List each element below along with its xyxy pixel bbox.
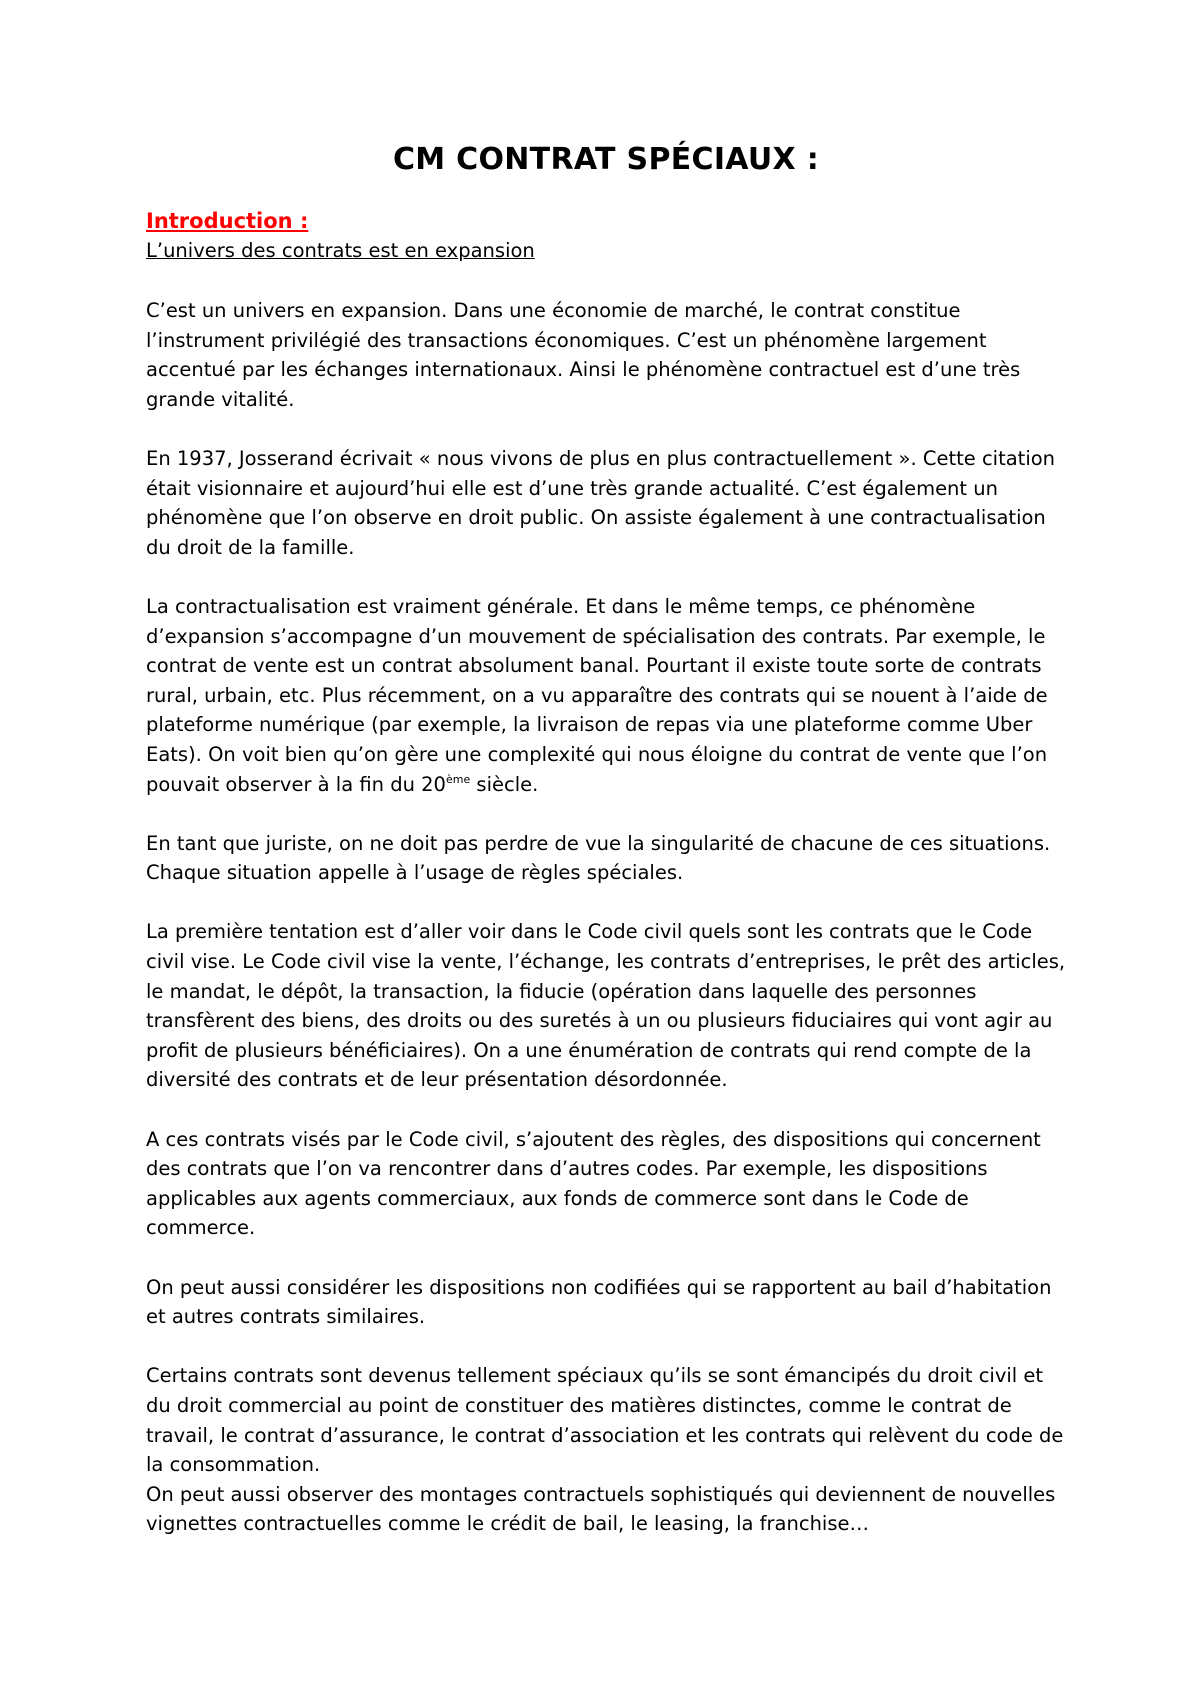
ordinal-superscript: ème [445,772,471,786]
paragraph-4: En tant que juriste, on ne doit pas perdre de vue la singularité de chacune de ces situations. Chaque situation appelle à l’usage de règles spéciales. [146,831,1051,885]
subheading-expansion: L’univers des contrats est en expansion [146,239,535,262]
paragraph-9: On peut aussi observer des montages contractuels sophistiqués qui deviennent de nouvelles vignettes contractuelles comme le crédit de bail, le leasing, la franchise… [146,1482,1056,1536]
paragraph-6: A ces contrats visés par le Code civil, s’ajoutent des règles, des dispositions qui concernent des contrats que l’on va rencontrer dans d’autres codes. Par exemple, les dispositions applicables aux agents commerciaux, aux fonds de commerce sont dans le Code de commerce. [146,1127,1041,1240]
paragraph-1: C’est un univers en expansion. Dans une économie de marché, le contrat constitue l’instrument privilégié des transactions économiques. C’est un phénomène largement accentué par les échanges internationaux. Ainsi le phénomène contractuel est d’une très grande vitalité. [146,299,1021,411]
paragraph-3-text: La contractualisation est vraiment générale. Et dans le même temps, ce phénomène d’expansion s’accompagne d’un mouvement de spécialisation des contrats. Par exemple, le contrat de vente est un contrat absolument banal. Pourtant il existe toute sorte de contrats rural, urbain, etc. Plus récemment, on a vu apparaître des contrats qui se nouent à l’aide de plateforme numérique (par exemple, la livraison de repas via une plateforme comme Uber Eats). On voit bien qu’on gère une complexité qui nous éloigne du contrat de vente que l’on pouvait observer à la fin du 20 [146,594,1048,796]
document-body [146,140,1066,1569]
paragraph-3 [146,592,1066,799]
paragraph-2: En 1937, Josserand écrivait « nous vivons de plus en plus contractuellement ». Cette citation était visionnaire et aujourd’hui elle est d’une très grande actualité. C’est également un phénomène que l’on observe en droit public. On assiste également à une contractualisation du droit de la famille. [146,446,1056,559]
paragraph-7: On peut aussi considérer les dispositions non codifiées qui se rapportent au bail d’habitation et autres contrats similaires. [146,1275,1052,1329]
paragraph-8: Certains contrats sont devenus tellement spéciaux qu’ils se sont émancipés du droit civil et du droit commercial au point de constituer des matières distinctes, comme le contrat de travail, le contrat d’assurance, le contrat d’association et les contrats qui relèvent du code de la consommation. [146,1364,1064,1477]
page-title: CM CONTRAT SPÉCIAUX : [392,142,820,177]
paragraph-3-tail: siècle. [470,772,539,796]
section-heading-introduction: Introduction : [146,209,309,233]
paragraph-5: La première tentation est d’aller voir dans le Code civil quels sont les contrats que le Code civil vise. Le Code civil vise la vente, l’échange, les contrats d’entreprises, le prêt des articles, le mandat, le dépôt, la transaction, la fiducie (opération dans laquelle des personnes transfèrent des biens, des droits ou des suretés à un ou plusieurs fiduciaires qui vont agir au profit de plusieurs bénéficiaires). On a une énumération de contrats qui rend compte de la diversité des contrats et de leur présentation désordonnée. [146,920,1066,1092]
